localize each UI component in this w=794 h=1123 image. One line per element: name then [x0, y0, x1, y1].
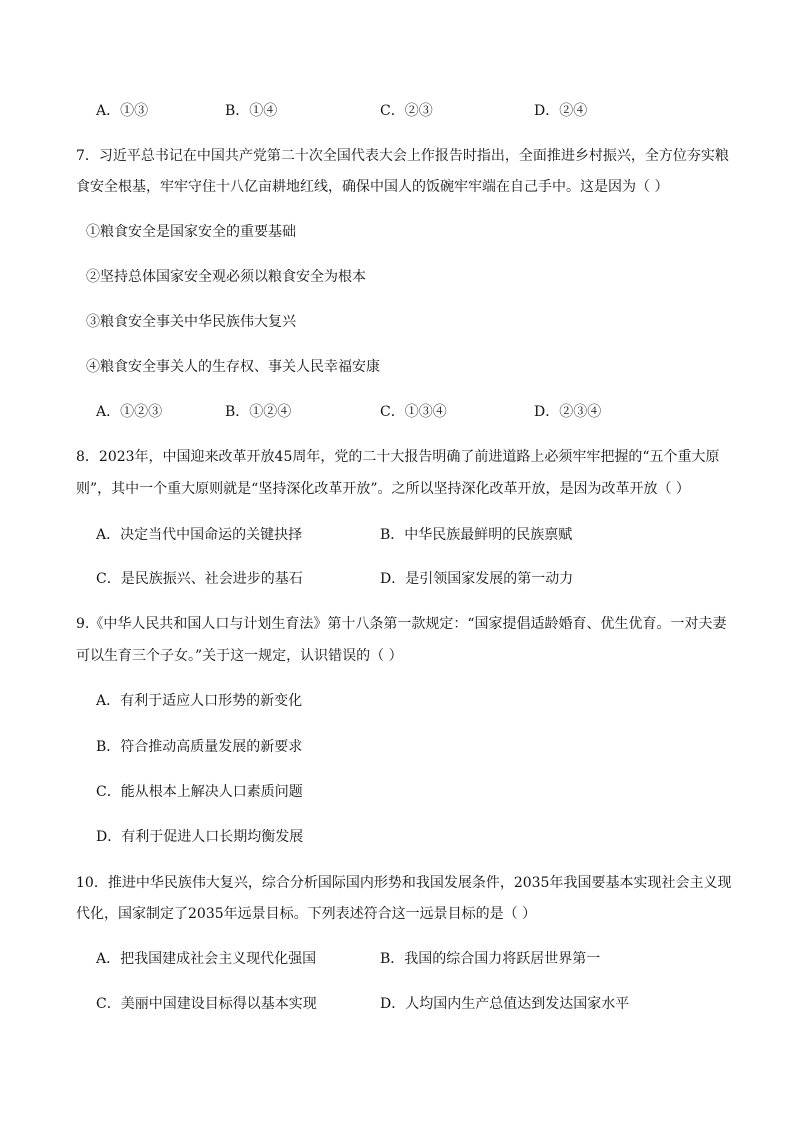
q10-stem-line-2: 代化，国家制定了2035年远景目标。下列表述符合这一远景目标的是（ ）	[76, 906, 537, 922]
q6-option-b: B．①④	[225, 103, 278, 119]
q9-option-a: A．有利于适应人口形势的新变化	[96, 693, 303, 709]
q7-option-a: A．①②③	[96, 404, 163, 420]
q7-item-3: ③粮食安全事关中华民族伟大复兴	[86, 314, 296, 330]
q10-stem-line-1: 10．推进中华民族伟大复兴，综合分析国际国内形势和我国发展条件，2035年我国要基本实现社会主义现	[76, 875, 732, 891]
q9-option-b: B．符合推动高质量发展的新要求	[96, 739, 303, 755]
q6-option-a: A．①③	[96, 103, 149, 119]
q7-option-b: B．①②④	[225, 404, 292, 420]
q9-option-c: C．能从根本上解决人口素质问题	[96, 784, 303, 800]
q8-option-a: A．决定当代中国命运的关键抉择	[96, 527, 303, 543]
q8-stem-line-2: 则”，其中一个重大原则就是“坚持深化改革开放”。之所以坚持深化改革开放，是因为改革开放（ ）	[76, 481, 690, 497]
q10-option-b: B．我国的综合国力将跃居世界第一	[380, 951, 601, 967]
q7-item-4: ④粮食安全事关人的生存权、事关人民幸福安康	[86, 359, 380, 375]
q7-item-2: ②坚持总体国家安全观必须以粮食安全为根本	[86, 269, 366, 285]
q8-option-d: D．是引领国家发展的第一动力	[380, 571, 574, 587]
q9-stem-line-1: 9.《中华人民共和国人口与计划生育法》第十八条第一款规定：“国家提倡适龄婚育、优生优育。一对夫妻	[76, 616, 727, 632]
q6-option-d: D．②④	[534, 103, 588, 119]
q8-option-c: C．是民族振兴、社会进步的基石	[96, 571, 303, 587]
q6-option-c: C．②③	[380, 103, 433, 119]
q7-stem-line-2: 食安全根基，牢牢守住十八亿亩耕地红线，确保中国人的饭碗牢牢端在自己手中。这是因为（ ）	[76, 179, 669, 195]
q10-option-d: D．人均国内生产总值达到发达国家水平	[380, 996, 630, 1012]
q7-option-d: D．②③④	[534, 404, 602, 420]
q8-stem-line-1: 8．2023年，中国迎来改革开放45周年，党的二十大报告明确了前进道路上必须牢牢把握的“五个重大原	[76, 449, 720, 465]
q9-stem-line-2: 可以生育三个子女。”关于这一规定，认识错误的（ ）	[76, 648, 403, 664]
q8-option-b: B．中华民族最鲜明的民族禀赋	[380, 527, 573, 543]
q9-option-d: D．有利于促进人口长期均衡发展	[96, 829, 304, 845]
q7-option-c: C．①③④	[380, 404, 447, 420]
q10-option-a: A．把我国建成社会主义现代化强国	[96, 951, 317, 967]
q7-item-1: ①粮食安全是国家安全的重要基础	[86, 224, 296, 240]
q7-stem-line-1: 7．习近平总书记在中国共产党第二十次全国代表大会上作报告时指出，全面推进乡村振兴，全方位夯实粮	[76, 148, 729, 164]
q10-option-c: C．美丽中国建设目标得以基本实现	[96, 996, 317, 1012]
